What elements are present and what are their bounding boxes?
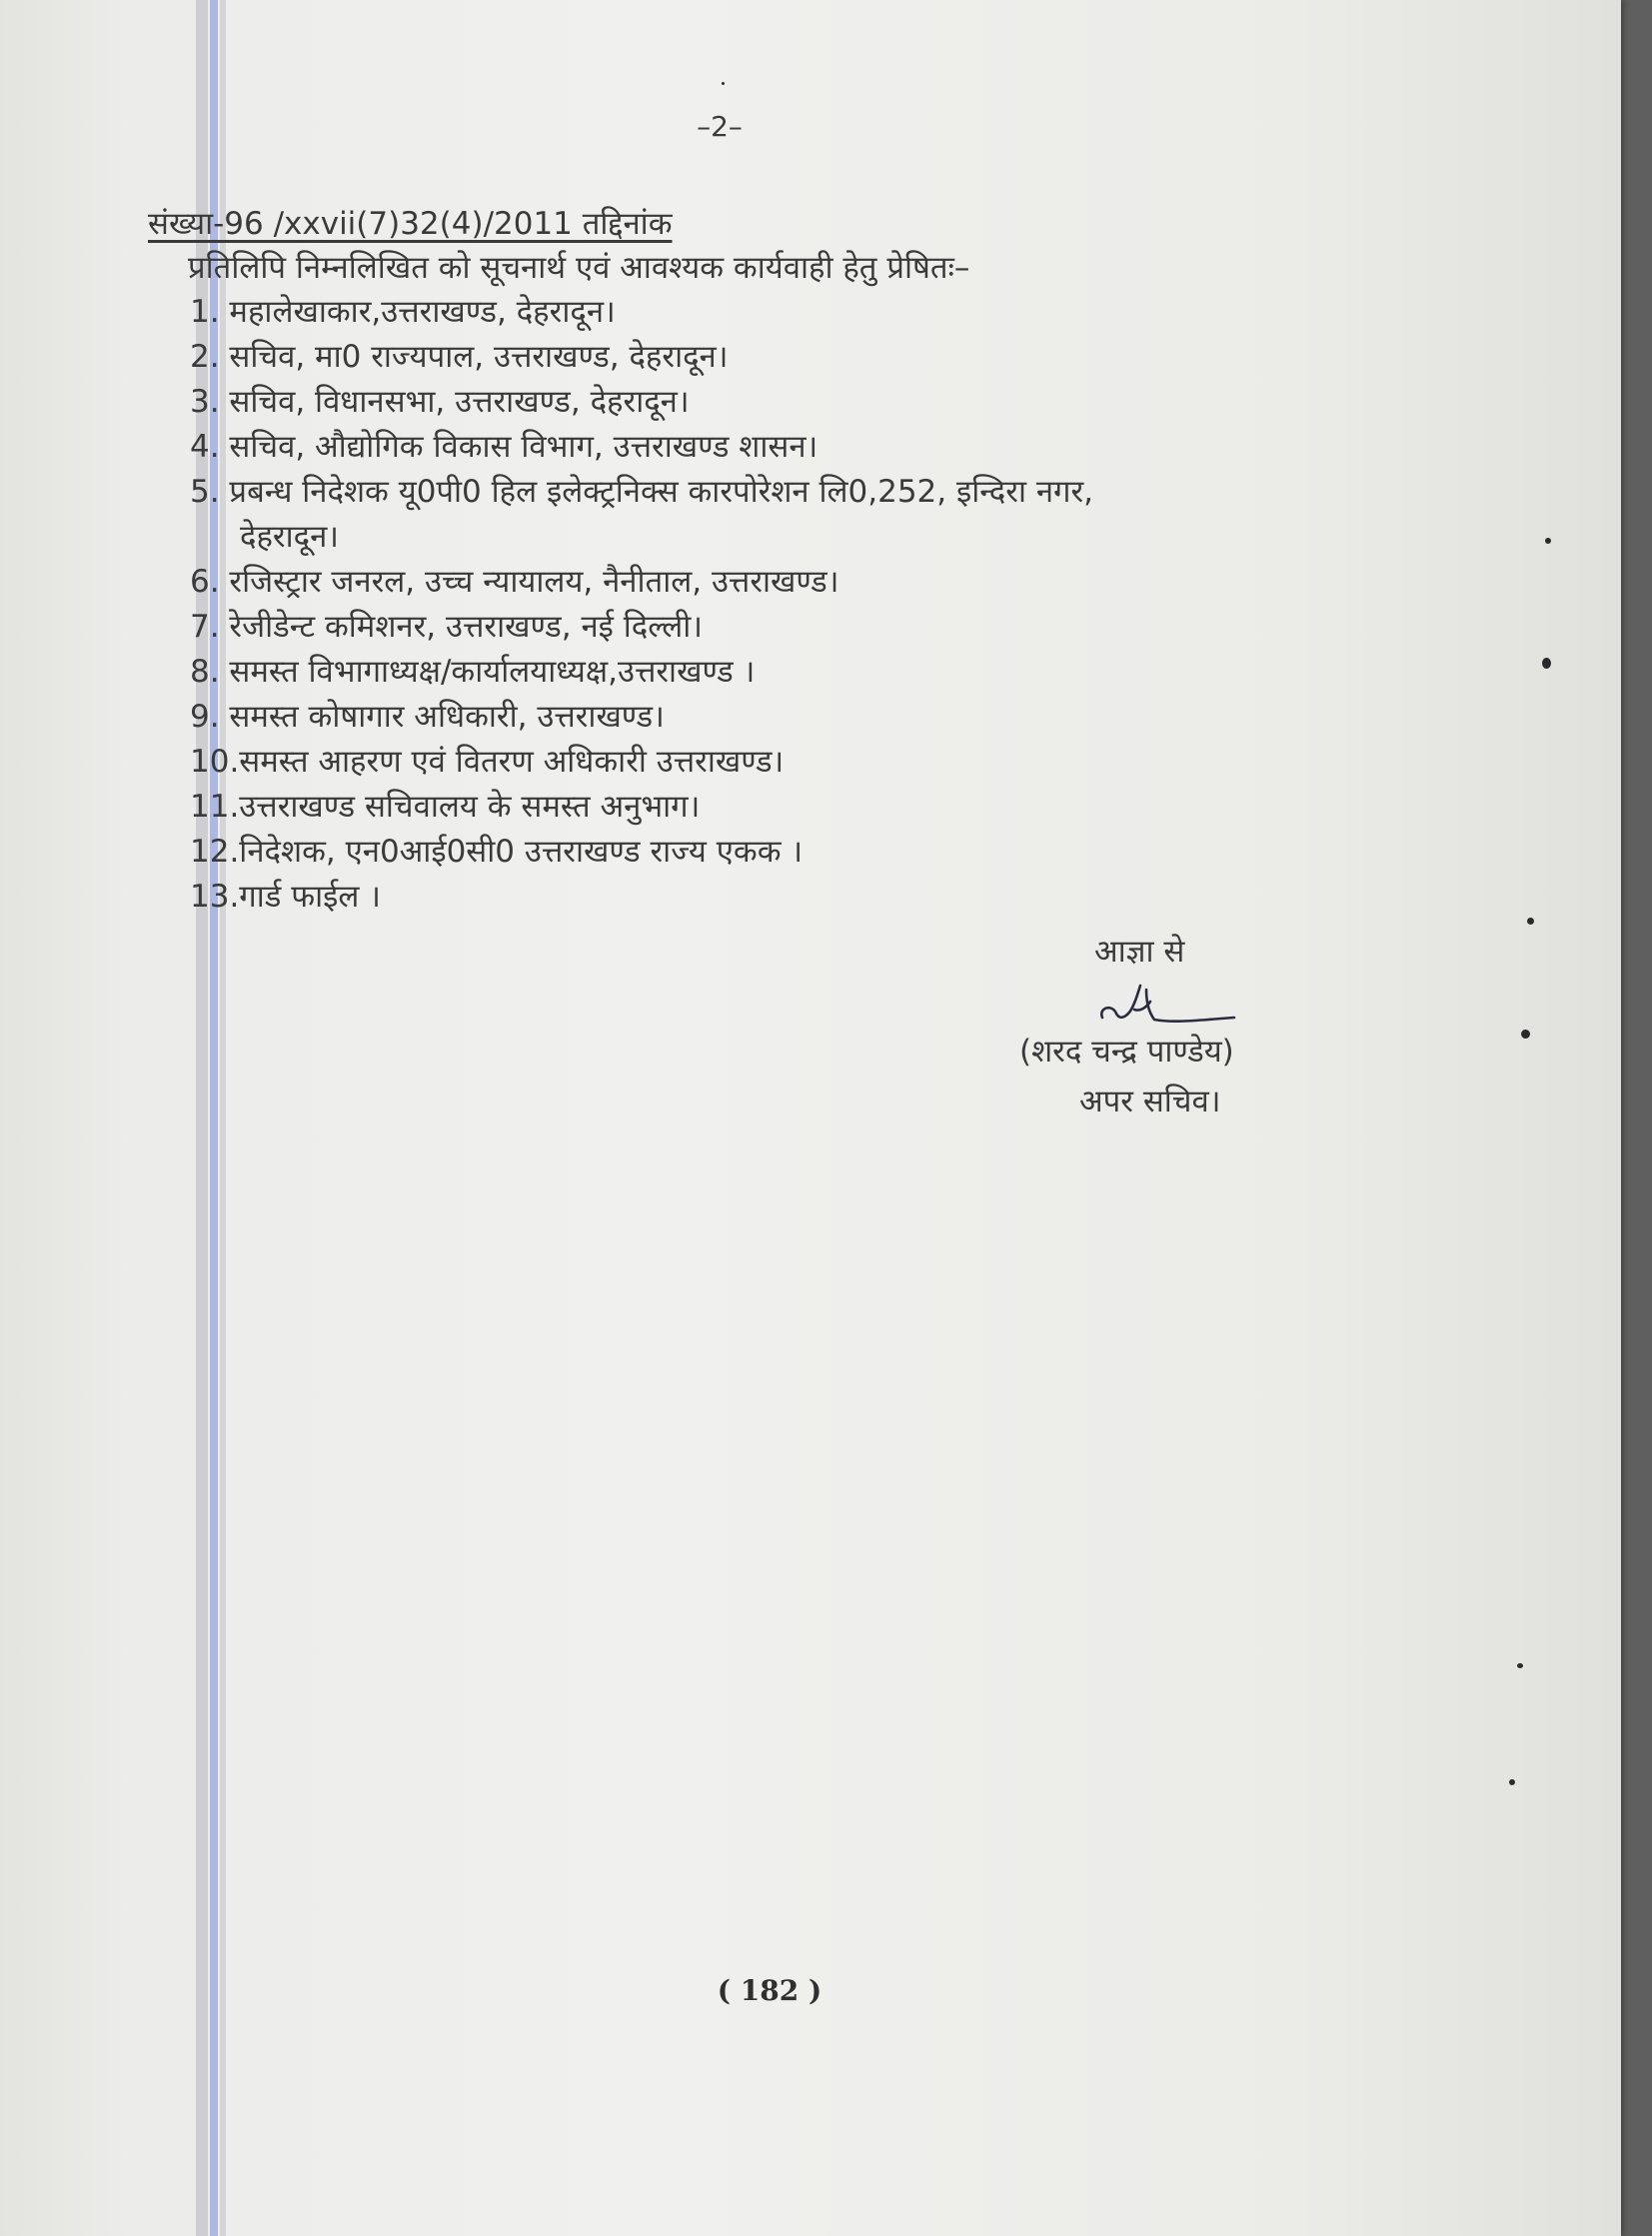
list-item: 4. सचिव, औद्योगिक विकास विभाग, उत्तराखण्ड शासन। [190, 429, 819, 465]
signatory-name: (शरद चन्द्र पाण्डेय) [1019, 1034, 1234, 1070]
scan-speck [1542, 658, 1551, 669]
handwritten-signature [1094, 978, 1244, 1038]
list-item: 3. सचिव, विधानसभा, उत्तराखण्ड, देहरादून। [190, 384, 690, 420]
list-item: 8. समस्त विभागाध्यक्ष/कार्यालयाध्यक्ष,उत्तराखण्ड । [190, 654, 756, 690]
list-item: 2. सचिव, मा0 राज्यपाल, उत्तराखण्ड, देहरादून। [190, 339, 729, 375]
list-item: 10.समस्त आहरण एवं वितरण अधिकारी उत्तराखण्ड। [190, 744, 785, 780]
signatory-designation: अपर सचिव। [1079, 1084, 1221, 1119]
scan-speck [722, 82, 725, 85]
list-item-continued: देहरादून। [240, 519, 340, 555]
list-item: 1. महालेखाकार,उत्तराखण्ड, देहरादून। [190, 294, 616, 330]
list-item: 7. रेजीडेन्ट कमिशनर, उत्तराखण्ड, नई दिल्ली। [190, 609, 704, 645]
scan-speck [1545, 538, 1551, 544]
scan-speck [1521, 1030, 1530, 1039]
list-item: 9. समस्त कोषागार अधिकारी, उत्तराखण्ड। [190, 699, 665, 735]
list-item: 13.गार्ड फाईल । [190, 879, 381, 915]
footer-page-number: ( 182 ) [717, 1974, 823, 2007]
scan-speck [1527, 918, 1534, 925]
list-item: 12.निदेशक, एन0आई0सी0 उत्तराखण्ड राज्य एकक । [190, 834, 804, 870]
list-item: 5. प्रबन्ध निदेशक यू0पी0 हिल इलेक्ट्रनिक्स कारपोरेशन लि0,252, इन्दिरा नगर, [190, 474, 1094, 510]
page-number: –2– [697, 110, 743, 143]
copy-intro: प्रतिलिपि निम्नलिखित को सूचनार्थ एवं आवश्यक कार्यवाही हेतु प्रेषितः– [188, 250, 970, 286]
recipient-list [190, 290, 1339, 920]
list-item: 6. रजिस्ट्रार जनरल, उच्च न्यायालय, नैनीताल, उत्तराखण्ड। [190, 564, 839, 600]
by-order-text: आज्ञा से [1094, 934, 1185, 970]
list-item: 11.उत्तराखण्ड सचिवालय के समस्त अनुभाग। [190, 789, 701, 825]
scan-speck [1509, 1779, 1515, 1785]
reference-number: संख्या-96 /xxvii(7)32(4)/2011 तद्दिनांक [148, 206, 673, 242]
scan-speck [1517, 1663, 1523, 1668]
